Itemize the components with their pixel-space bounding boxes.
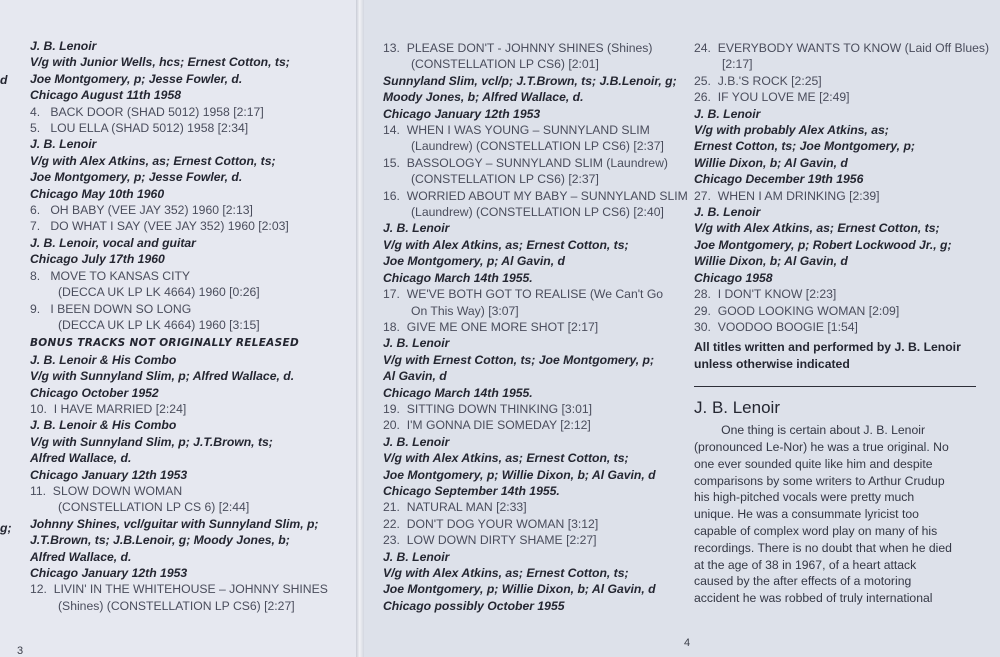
session-credit-line: Chicago July 17th 1960 (30, 252, 165, 267)
track-line: 24. EVERYBODY WANTS TO KNOW (Laid Off Blues) (694, 41, 990, 55)
track-line: 21. NATURAL MAN [2:33] (383, 500, 527, 515)
session-credit-line: J. B. Lenoir (30, 39, 97, 53)
session-credit-line: V/g with Alex Atkins, as; Ernest Cotton, ts; (383, 566, 629, 580)
session-credit-line: J. B. Lenoir (694, 205, 761, 220)
session-credit-line: Alfred Wallace, d. (30, 549, 132, 564)
discography-column-2 (383, 40, 688, 614)
bonus-tracks-heading: BONUS TRACKS NOT ORIGINALLY RELEASED (30, 337, 299, 350)
session-credit-line: J. B. Lenoir (383, 434, 450, 449)
session-credit-line: Sunnyland Slim, vcl/p; J.T.Brown, ts; J.B.Lenoir, g; (383, 73, 677, 88)
session-credit-line: Willie Dixon, b; Al Gavin, d (694, 155, 848, 170)
track-detail-line: (Shines) (CONSTELLATION LP CS6) [2:27] (58, 598, 295, 613)
page-number: 3 (17, 645, 24, 657)
track-line: 6. OH BABY (VEE JAY 352) 1960 [2:13] (30, 203, 253, 218)
session-credit-line: Chicago May 10th 1960 (30, 186, 165, 201)
track-detail-line: [2:17] (722, 57, 753, 72)
bio-line: recordings. There is no doubt that when he died (694, 540, 952, 555)
track-line: 7. DO WHAT I SAY (VEE JAY 352) 1960 [2:03] (30, 219, 289, 234)
bio-line: accident he was robbed of truly international (694, 591, 933, 606)
section-divider (694, 386, 976, 387)
bio-line: (pronounced Le-Nor) he was a true original. No (694, 439, 949, 454)
track-line: 19. SITTING DOWN THINKING [3:01] (383, 401, 593, 416)
track-line: 20. I'M GONNA DIE SOMEDAY [2:12] (383, 418, 591, 433)
session-credit-line: Joe Montgomery, p; Robert Lockwood Jr., g; (694, 237, 952, 252)
track-line: 5. LOU ELLA (SHAD 5012) 1958 [2:34] (30, 121, 249, 136)
session-credit-line: Chicago September 14th 1955. (383, 483, 560, 498)
track-line: 22. DON'T DOG YOUR WOMAN [3:12] (383, 516, 599, 531)
track-line: 25. J.B.'S ROCK [2:25] (694, 73, 822, 88)
session-credit-line: Moody Jones, b; Alfred Wallace, d. (383, 90, 584, 105)
session-credit-line: Ernest Cotton, ts; Joe Montgomery, p; (694, 139, 915, 154)
session-credit-line: V/g with probably Alex Atkins, as; (694, 123, 889, 138)
session-credit-line: J. B. Lenoir (30, 137, 97, 152)
session-credit-line: Chicago October 1952 (30, 385, 159, 400)
track-line: 4. BACK DOOR (SHAD 5012) 1958 [2:17] (30, 104, 264, 119)
session-credit-line: Chicago March 14th 1955. (383, 270, 533, 285)
session-credit-line: Al Gavin, d (383, 369, 447, 384)
column-3-list (694, 40, 990, 335)
track-detail-line: (Laundrew) (CONSTELLATION LP CS6) [2:40] (411, 205, 664, 220)
credits-line: unless otherwise indicated (694, 356, 850, 371)
bio-line: capable of complex word play on many of his (694, 523, 938, 538)
track-line: 29. GOOD LOOKING WOMAN [2:09] (694, 303, 900, 318)
bio-line: caused by the after effects of a motoring (694, 574, 912, 589)
track-line: 26. IF YOU LOVE ME [2:49] (694, 90, 850, 105)
discography-column-1 (30, 38, 350, 614)
bio-line: one ever sounded quite like him and despite (694, 456, 933, 471)
session-credit-line: J. B. Lenoir & His Combo (30, 418, 177, 433)
edge-fragment: g; (0, 521, 12, 535)
discography-column-3 (694, 40, 990, 607)
track-detail-line: On This Way) [3:07] (411, 303, 519, 318)
track-line: 12. LIVIN' IN THE WHITEHOUSE – JOHNNY SHINES (30, 582, 328, 597)
track-line: 30. VOODOO BOOGIE [1:54] (694, 319, 858, 334)
bio-text (694, 422, 984, 607)
session-credit-line: V/g with Ernest Cotton, ts; Joe Montgomery, p; (383, 352, 655, 367)
track-line: 11. SLOW DOWN WOMAN (30, 483, 183, 498)
session-credit-line: Willie Dixon, b; Al Gavin, d (694, 254, 848, 269)
session-credit-line: Joe Montgomery, p; Jesse Fowler, d. (30, 170, 243, 185)
track-line: 18. GIVE ME ONE MORE SHOT [2:17] (383, 319, 599, 334)
session-credit-line: V/g with Sunnyland Slim, p; J.T.Brown, ts; (30, 434, 273, 449)
session-credit-line: V/g with Alex Atkins, as; Ernest Cotton, ts; (694, 221, 940, 236)
session-credit-line: Chicago March 14th 1955. (383, 385, 533, 400)
session-credit-line: V/g with Junior Wells, hcs; Ernest Cotton, ts; (30, 55, 290, 70)
session-credit-line: Joe Montgomery, p; Willie Dixon, b; Al Gavin, d (383, 467, 656, 482)
session-credit-line: Chicago 1958 (694, 270, 773, 285)
track-line: 28. I DON'T KNOW [2:23] (694, 287, 837, 302)
bio-line: One thing is certain about J. B. Lenoir (694, 423, 926, 438)
session-credit-line: J. B. Lenoir (383, 221, 450, 236)
session-credit-line: J.T.Brown, ts; J.B.Lenoir, g; Moody Jones, b; (30, 533, 290, 548)
session-credit-line: J. B. Lenoir, vocal and guitar (30, 235, 196, 250)
session-credit-line: J. B. Lenoir (694, 106, 761, 121)
track-line: 15. BASSOLOGY – SUNNYLAND SLIM (Laundrew) (383, 155, 668, 170)
track-detail-line: (DECCA UK LP LK 4664) 1960 [0:26] (58, 285, 260, 300)
session-credit-line: Chicago January 12th 1953 (30, 467, 188, 482)
session-credit-line: Chicago possibly October 1955 (383, 598, 565, 613)
session-credit-line: V/g with Sunnyland Slim, p; Alfred Wallace, d. (30, 369, 295, 384)
bio-line: at the age of 38 in 1967, of a heart attack (694, 557, 917, 572)
page-fold (356, 0, 364, 657)
session-credit-line: Joe Montgomery, p; Jesse Fowler, d. (30, 71, 243, 86)
track-detail-line: (DECCA UK LP LK 4664) 1960 [3:15] (58, 317, 260, 332)
session-credit-line: Alfred Wallace, d. (30, 451, 132, 466)
track-line: 13. PLEASE DON'T - JOHNNY SHINES (Shines) (383, 41, 653, 55)
session-credit-line: V/g with Alex Atkins, as; Ernest Cotton, ts; (383, 451, 629, 466)
track-detail-line: (CONSTELLATION LP CS6) [2:37] (411, 172, 599, 187)
session-credit-line: Joe Montgomery, p; Al Gavin, d (383, 254, 565, 269)
track-line: 23. LOW DOWN DIRTY SHAME [2:27] (383, 533, 597, 548)
track-line: 10. I HAVE MARRIED [2:24] (30, 401, 187, 416)
session-credit-line: Chicago December 19th 1956 (694, 172, 864, 187)
session-credit-line: V/g with Alex Atkins, as; Ernest Cotton, ts; (30, 153, 276, 168)
track-detail-line: (Laundrew) (CONSTELLATION LP CS6) [2:37] (411, 139, 664, 154)
session-credit-line: V/g with Alex Atkins, as; Ernest Cotton, ts; (383, 237, 629, 252)
session-credit-line: Chicago January 12th 1953 (30, 566, 188, 580)
session-credit-line: J. B. Lenoir & His Combo (30, 352, 177, 367)
session-credit-line: Johnny Shines, vcl/guitar with Sunnyland Slim, p; (30, 516, 319, 531)
session-credit-line: J. B. Lenoir (383, 336, 450, 351)
track-line: 9. I BEEN DOWN SO LONG (30, 301, 192, 316)
track-line: 17. WE'VE BOTH GOT TO REALISE (We Can't Go (383, 287, 664, 302)
track-line: 27. WHEN I AM DRINKING [2:39] (694, 188, 880, 203)
bio-line: comparisons by some writers to Arthur Crudup (694, 473, 945, 488)
session-credit-line: Chicago January 12th 1953 (383, 106, 541, 121)
track-line: 8. MOVE TO KANSAS CITY (30, 268, 191, 283)
track-line: 14. WHEN I WAS YOUNG – SUNNYLAND SLIM (383, 123, 650, 138)
credits-line: All titles written and performed by J. B. Lenoir (694, 340, 961, 355)
session-credit-line: Chicago August 11th 1958 (30, 88, 182, 103)
session-credit-line: J. B. Lenoir (383, 549, 450, 564)
bio-line: unique. He was a consummate lyricist too (694, 507, 919, 522)
session-credit-line: Joe Montgomery, p; Willie Dixon, b; Al Gavin, d (383, 582, 656, 597)
page-number: 4 (684, 637, 691, 649)
bio-heading: J. B. Lenoir (694, 398, 780, 418)
track-line: 16. WORRIED ABOUT MY BABY – SUNNYLAND SLIM (383, 188, 688, 203)
track-detail-line: (CONSTELLATION LP CS6) [2:01] (411, 57, 599, 72)
track-detail-line: (CONSTELLATION LP CS 6) [2:44] (58, 500, 250, 515)
bio-line: his high-pitched vocals were pretty much (694, 490, 915, 505)
edge-fragment: d (0, 73, 8, 87)
